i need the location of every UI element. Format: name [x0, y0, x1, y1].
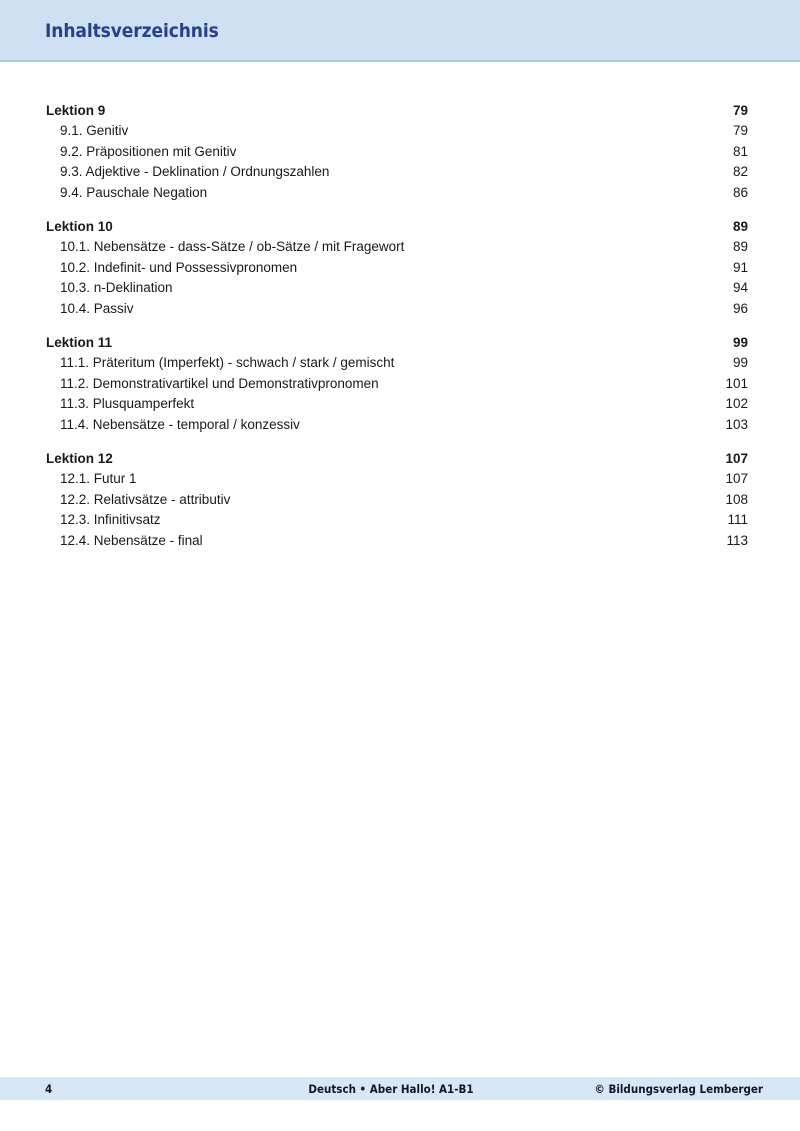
toc-section-heading-page: 79 — [732, 103, 748, 118]
toc-entry-page: 113 — [726, 532, 748, 548]
toc-section-heading-row[interactable] — [46, 100, 748, 121]
toc-section — [46, 448, 748, 551]
toc-section — [46, 100, 748, 203]
toc-entry-row[interactable] — [46, 237, 748, 258]
toc-entry-page: 86 — [732, 184, 748, 200]
toc-entry-page: 103 — [725, 416, 748, 432]
toc-entry-label: 9.3. Adjektive - Deklination / Ordnungszahlen — [60, 164, 330, 179]
toc-entry-page: 96 — [732, 300, 748, 316]
page-header — [0, 0, 800, 62]
toc-entry-label: 9.4. Pauschale Negation — [60, 184, 208, 200]
toc-entry-page: 101 — [725, 375, 748, 391]
toc-entry-row[interactable] — [46, 142, 748, 163]
footer-book-title: Deutsch • Aber Hallo! A1-B1 — [308, 1082, 474, 1096]
toc-section — [46, 216, 748, 319]
page-footer — [0, 1077, 800, 1100]
footer-copyright: © Bildungsverlag Lemberger — [594, 1082, 763, 1096]
toc-entry-label: 10.4. Passiv — [60, 300, 134, 316]
toc-entry-label: 11.2. Demonstrativartikel und Demonstrativpronomen — [60, 375, 379, 391]
toc-section-heading-label: Lektion 9 — [46, 103, 106, 118]
toc-section — [46, 332, 748, 435]
toc-entry-label: 10.1. Nebensätze - dass-Sätze / ob-Sätze / mit Fragewort — [60, 239, 405, 254]
toc-entry-row[interactable] — [46, 374, 748, 395]
toc-entry-row[interactable] — [46, 490, 748, 511]
toc-entry-row[interactable] — [46, 183, 748, 204]
toc-section-heading-label: Lektion 12 — [46, 451, 113, 466]
toc-entry-label: 11.4. Nebensätze - temporal / konzessiv — [60, 416, 300, 432]
toc-entry-page: 102 — [725, 396, 748, 411]
toc-entry-label: 11.1. Präteritum (Imperfekt) - schwach / stark / gemischt — [60, 355, 395, 370]
toc-entry-label: 12.3. Infinitivsatz — [60, 512, 161, 527]
table-of-contents — [0, 62, 800, 551]
toc-section-heading-row[interactable] — [46, 448, 748, 469]
toc-section-heading-page: 99 — [732, 335, 748, 350]
page-title: Inhaltsverzeichnis — [45, 20, 219, 42]
toc-entry-row[interactable] — [46, 121, 748, 142]
footer-page-number: 4 — [45, 1082, 53, 1096]
toc-entry-label: 12.4. Nebensätze - final — [60, 532, 203, 548]
toc-entry-row[interactable] — [46, 469, 748, 490]
toc-section-heading-row[interactable] — [46, 332, 748, 353]
toc-entry-label: 9.2. Präpositionen mit Genitiv — [60, 143, 237, 159]
toc-entry-label: 10.2. Indefinit- und Possessivpronomen — [60, 259, 298, 275]
toc-entry-page: 107 — [725, 471, 748, 486]
toc-section-heading-page: 107 — [725, 451, 748, 466]
toc-entry-page: 111 — [727, 512, 748, 527]
toc-entry-page: 82 — [732, 164, 748, 179]
toc-entry-row[interactable] — [46, 394, 748, 415]
toc-section-heading-label: Lektion 11 — [46, 335, 113, 350]
toc-entry-page: 81 — [732, 143, 748, 159]
toc-entry-label: 12.1. Futur 1 — [60, 471, 137, 486]
toc-entry-label: 10.3. n-Deklination — [60, 280, 173, 295]
toc-entry-row[interactable] — [46, 162, 748, 183]
toc-section-heading-label: Lektion 10 — [46, 219, 113, 234]
toc-entry-page: 91 — [732, 259, 748, 275]
toc-entry-page: 108 — [725, 491, 748, 507]
toc-entry-row[interactable] — [46, 510, 748, 531]
toc-entry-label: 9.1. Genitiv — [60, 123, 129, 138]
toc-entry-page: 94 — [732, 280, 748, 295]
toc-entry-row[interactable] — [46, 531, 748, 552]
toc-entry-page: 99 — [732, 355, 748, 370]
toc-entry-row[interactable] — [46, 278, 748, 299]
toc-entry-label: 12.2. Relativsätze - attributiv — [60, 491, 231, 507]
toc-entry-row[interactable] — [46, 299, 748, 320]
toc-entry-row[interactable] — [46, 353, 748, 374]
toc-section-heading-row[interactable] — [46, 216, 748, 237]
toc-entry-label: 11.3. Plusquamperfekt — [60, 396, 195, 411]
toc-section-heading-page: 89 — [732, 219, 748, 234]
toc-entry-row[interactable] — [46, 415, 748, 436]
toc-entry-page: 79 — [732, 123, 748, 138]
toc-entry-page: 89 — [732, 239, 748, 254]
toc-entry-row[interactable] — [46, 258, 748, 279]
